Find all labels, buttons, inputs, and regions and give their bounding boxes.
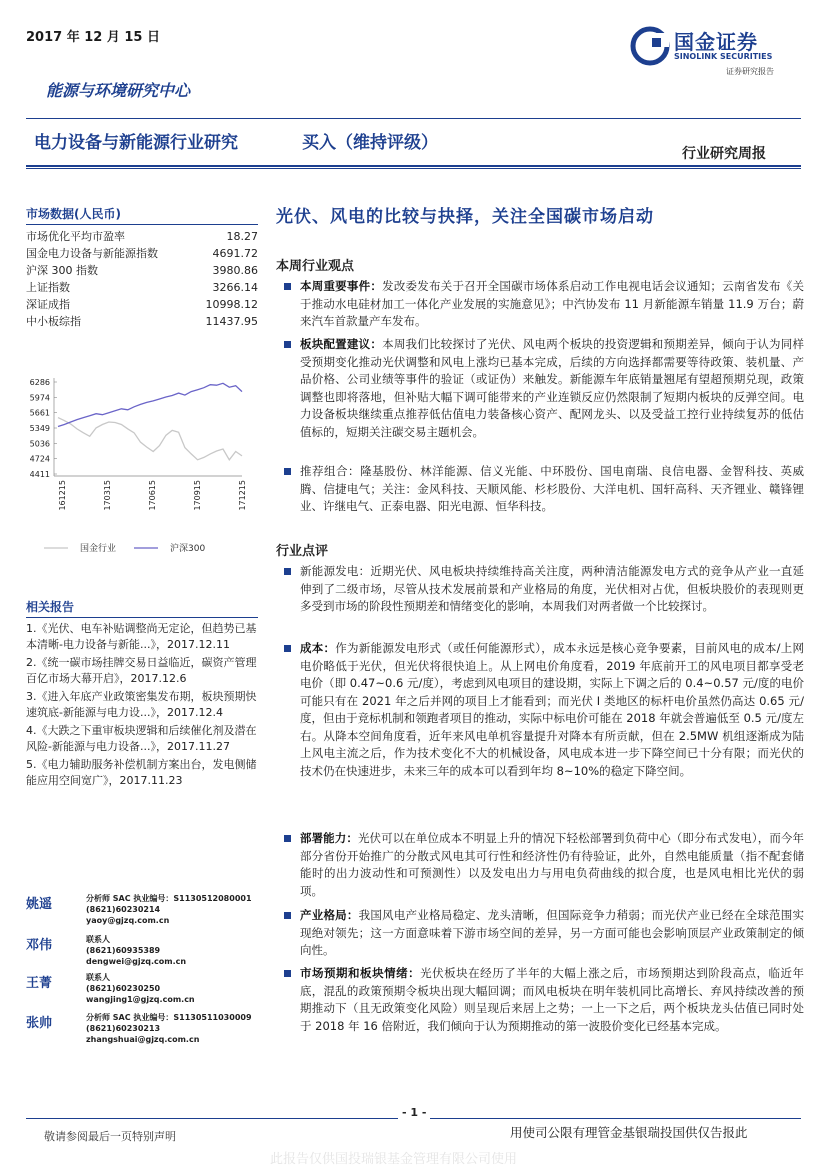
- analyst-phone: (8621)60230213: [86, 1024, 161, 1033]
- sinolink-logo-icon: [630, 26, 670, 66]
- y-tick-label: 5036: [29, 439, 50, 449]
- analyst-email[interactable]: wangjing1@gjzq.com.cn: [86, 995, 195, 1004]
- bullet-square-icon: [284, 283, 291, 290]
- research-center: 能源与环境研究中心: [46, 81, 191, 100]
- market-row: [26, 228, 258, 245]
- market-row: [26, 313, 258, 330]
- analyst-info: [86, 972, 195, 1005]
- index-trend-chart: [22, 372, 258, 562]
- y-tick-label: 6286: [29, 378, 50, 387]
- market-value: 3980.86: [212, 264, 258, 277]
- bullet-portfolio: [284, 463, 804, 516]
- market-row: [26, 262, 258, 279]
- analyst-name: 邓伟: [26, 938, 53, 953]
- analyst-name: 张帅: [26, 1016, 53, 1031]
- market-value: 18.27: [226, 230, 258, 243]
- bullet-square-icon: [284, 341, 291, 348]
- market-label: 中小板综指: [26, 315, 81, 328]
- analyst-phone: (8621)60935389: [86, 946, 161, 955]
- company-name-en: SINOLINK SECURITIES: [674, 52, 773, 61]
- analyst-info: [86, 934, 186, 967]
- section-heading-review: 行业点评: [276, 544, 329, 559]
- bullet-body: 光伏可以在单位成本不明显上升的情况下轻松部署到负荷中心（即分布式发电），而今年部分省份开始推广的分散式风电其可行性和经济性仍有待验证，此外，自然电能质量（指不配套储能时的出力波动性和可预测性）以及发电出力与用电负荷曲线的拟合度，也是风电相比光伏的弱项。: [300, 831, 804, 898]
- bullet-body: 本周我们比较探讨了光伏、风电两个板块的投资逻辑和预期差异，倾向于认为同样受预期变化推动光伏调整和风电上涨均已基本完成，后续的方向选择都需要等待政策、装机量、产品价格、公司业绩等事件的验证（或证伪）来触发。新能源车年底销量翘尾有望超预期兑现，政策调整也即将落地，但补贴大幅下调可能带来的产业连锁反应仍然限制了短期内板块的反弹空间。电力设备板块继续重点推荐低估值电力装备核心资产、配网龙头、以及受益工控行业持续复苏的低估值标的，短期关注碳交易主题机会。: [300, 337, 805, 439]
- bullet-lead: 市场预期和板块情绪：: [300, 966, 421, 980]
- bullet-text: [300, 830, 804, 900]
- bullet-square-icon: [284, 468, 291, 475]
- usage-watermark: 此报告仅供国投瑞银基金管理有限公司使用: [270, 1152, 518, 1167]
- section-heading-weekly-view: 本周行业观点: [276, 259, 355, 274]
- bullet-body: 发改委发布关于召开全国碳市场体系启动工作电视电话会议通知；云南省发布《关于推动水电硅材加工一体化产业发展的实施意见》；中汽协发布 11 月新能源车销量 11.9 万台；蔚来汽车首款量产车发布。: [300, 279, 805, 328]
- company-subtitle: 证券研究报告: [726, 67, 774, 76]
- market-label: 上证指数: [26, 281, 70, 294]
- analyst-name: 王菁: [26, 976, 53, 991]
- analyst-info: [86, 1012, 252, 1045]
- analyst-credential: 联系人: [86, 973, 110, 982]
- bullet-text: [300, 965, 804, 1035]
- bullet-square-icon: [284, 970, 291, 977]
- analyst-email[interactable]: zhangshuai@gjzq.com.cn: [86, 1035, 200, 1044]
- x-tick-label: 170315: [103, 480, 112, 511]
- market-value: 11437.95: [205, 315, 258, 328]
- market-label: 沪深 300 指数: [26, 264, 98, 277]
- market-row: [26, 296, 258, 313]
- related-item[interactable]: 2.《统一碳市场挂牌交易日益临近，碳资产管理百亿市场大幕开启》，2017.12.6: [26, 656, 257, 685]
- footer-mirrored-text: 用使司公限有理管金基银瑞投国供仅告报此: [510, 1125, 748, 1140]
- related-item[interactable]: 5.《电力辅助服务补偿机制方案出台，发电侧储能应用空间宽广》，2017.11.23: [26, 758, 257, 787]
- bullet-lead: 部署能力：: [300, 831, 358, 845]
- bullet-text: [300, 278, 804, 331]
- analyst-email[interactable]: yaoy@gjzq.com.cn: [86, 916, 170, 925]
- bullet-lead: 本周重要事件：: [300, 279, 383, 293]
- bullet-lead: 板块配置建议：: [300, 337, 383, 351]
- header-divider: [26, 118, 801, 119]
- related-reports: [26, 598, 258, 788]
- legend-label: 沪深300: [170, 544, 206, 554]
- bullet-body: 近期光伏、风电板块持续维持高关注度，两种清洁能源发电方式的竞争从产业一直延伸到了二级市场，尽管从技术发展前景和产业格局的角度，光伏相对占优，但板块股价的表现则更多受到市场的阶段性预期差和情绪变化的影响，本周我们对两者做一个比较探讨。: [300, 564, 804, 613]
- market-value: 10998.12: [205, 298, 258, 311]
- disclaimer-note: 敬请参阅最后一页特别声明: [44, 1130, 176, 1143]
- x-tick-label: 171215: [238, 480, 247, 511]
- market-label: 国金电力设备与新能源指数: [26, 247, 158, 260]
- bullet-body: 作为新能源发电形式（或任何能源形式），成本永远是核心竞争要素，目前风电的成本/上网电价略低于光伏，但光伏将很快追上。从上网电价角度看，2019 年底前开工的风电项目都享受老电价（即 0.47~0.6 元/度），考虑到风电项目的建设期，实际上下调之后的 0.4~0.57 元/度的电价可能只有在 2021 年之后并网的项目上才能看到；而光伏 I 类地区的标杆电价虽然仍高达 0.65 元/度，但由于竞标机制和领跑者项目的推动，实际中标电价可能在 2018 年就会普遍低至 0.5 元/度左右。从降本空间角度看，近年来风电单机容量提升对降本有所贡献，但在 2.5MW 机组逐渐成为陆上风电主流之后，作为技术变化不大的机械设备，风电成本进一步下降空间已十分有限；而光伏的技术仍在快速进步，未来三年的成本可以看到年均 8~10%的稳定下降空间。: [300, 641, 804, 778]
- bullet-text: [300, 640, 804, 780]
- bullet-text: [300, 563, 804, 616]
- bullet-lead: 新能源发电：: [300, 564, 371, 578]
- x-tick-label: 161215: [58, 480, 67, 511]
- title-divider: [26, 165, 801, 167]
- market-row: [26, 279, 258, 296]
- bullet-text: [300, 463, 804, 516]
- rating: 买入（维持评级）: [302, 133, 438, 153]
- bullet-square-icon: [284, 568, 291, 575]
- analyst-credential: 联系人: [86, 935, 110, 944]
- bullet-new-energy: [284, 563, 804, 616]
- y-tick-label: 5974: [29, 393, 50, 403]
- bullet-deployment: [284, 830, 804, 900]
- bullet-market-sentiment: [284, 965, 804, 1035]
- report-date: 2017 年 12 月 15 日: [26, 30, 160, 45]
- market-data-heading: 市场数据(人民币): [26, 205, 258, 225]
- bullet-square-icon: [284, 912, 291, 919]
- y-tick-label: 4724: [29, 454, 50, 464]
- related-heading: 相关报告: [26, 598, 258, 618]
- bullet-square-icon: [284, 835, 291, 842]
- y-tick-label: 4411: [29, 470, 50, 479]
- bullet-body: 隆基股份、林洋能源、信义光能、中环股份、国电南瑞、良信电器、金智科技、英威腾、信捷电气；关注：金风科技、天顺风能、杉杉股份、大洋电机、国轩高科、天齐锂业、赣锋锂业、许继电气、正泰电器、阳光电源、恒华科技。: [300, 464, 804, 513]
- bullet-lead: 成本：: [300, 641, 336, 655]
- y-tick-label: 5661: [29, 408, 50, 418]
- company-logo: [630, 22, 800, 78]
- market-label: 市场优化平均市盈率: [26, 230, 125, 243]
- bullet-body: 我国风电产业格局稳定、龙头清晰，但国际竞争力稍弱；而光伏产业已经在全球范围实现绝对领先；这一方面意味着下游市场空间的差异，另一方面可能也会影响顶层产业政策制定的倾向性。: [300, 908, 805, 957]
- headline: 光伏、风电的比较与抉择，关注全国碳市场启动: [276, 207, 654, 227]
- market-value: 3266.14: [212, 281, 258, 294]
- series-line: [58, 418, 242, 460]
- page-number: - 1 -: [398, 1106, 430, 1119]
- bullet-text: [300, 336, 804, 441]
- bullet-key-events: [284, 278, 804, 331]
- market-row: [26, 245, 258, 262]
- analyst-phone: (8621)60230214: [86, 905, 161, 914]
- market-label: 深证成指: [26, 298, 70, 311]
- y-tick-label: 5349: [29, 424, 50, 433]
- related-item[interactable]: 1.《光伏、电车补贴调整尚无定论，但趋势已基本清晰-电力设备与新能...》，2017.12.11: [26, 622, 257, 651]
- market-value: 4691.72: [212, 247, 258, 260]
- legend-label: 国金行业: [80, 544, 117, 554]
- company-name-cn: 国金证券: [674, 30, 758, 54]
- bullet-body: 光伏板块在经历了半年的大幅上涨之后，市场预期达到阶段高点，临近年底，混乱的政策预期令板块出现大幅回调；而风电板块在明年装机同比高增长、弃风持续改善的预期推动下（且无政策变化风险）则呈现后来居上之势；一上一下之后，两个板块龙头估值已同时处于 2018 年 16 倍附近，我们倾向于认为预期推动的第一波股价变化已经基本完成。: [300, 966, 804, 1033]
- bullet-text: [300, 907, 804, 960]
- related-item[interactable]: 4.《大跌之下重审板块逻辑和后续催化剂及潜在风险-新能源与电力设备...》，2017.11.27: [26, 724, 257, 753]
- series-line: [58, 383, 242, 426]
- report-type: 行业研究周报: [682, 146, 766, 162]
- bullet-square-icon: [284, 645, 291, 652]
- bullet-lead: 产业格局：: [300, 908, 359, 922]
- market-data: [26, 205, 258, 330]
- analyst-credential: 分析师 SAC 执业编号：S1130512080001: [86, 894, 252, 903]
- x-tick-label: 170915: [193, 480, 202, 511]
- analyst-info: [86, 893, 252, 926]
- bullet-industry-structure: [284, 907, 804, 960]
- related-item[interactable]: 3.《进入年底产业政策密集发布期，板块预期快速筑底-新能源与电力设...》，2017.12.4: [26, 690, 257, 719]
- report-title: 电力设备与新能源行业研究: [34, 133, 238, 153]
- bullet-allocation: [284, 336, 804, 441]
- bullet-cost: [284, 640, 804, 780]
- analyst-phone: (8621)60230250: [86, 984, 161, 993]
- x-tick-label: 170615: [148, 480, 157, 511]
- analyst-credential: 分析师 SAC 执业编号：S1130511030009: [86, 1013, 252, 1022]
- bullet-lead: 推荐组合：: [300, 464, 361, 478]
- title-divider-thin: [26, 168, 801, 169]
- analyst-email[interactable]: dengwei@gjzq.com.cn: [86, 957, 187, 966]
- analyst-name: 姚遥: [26, 897, 53, 912]
